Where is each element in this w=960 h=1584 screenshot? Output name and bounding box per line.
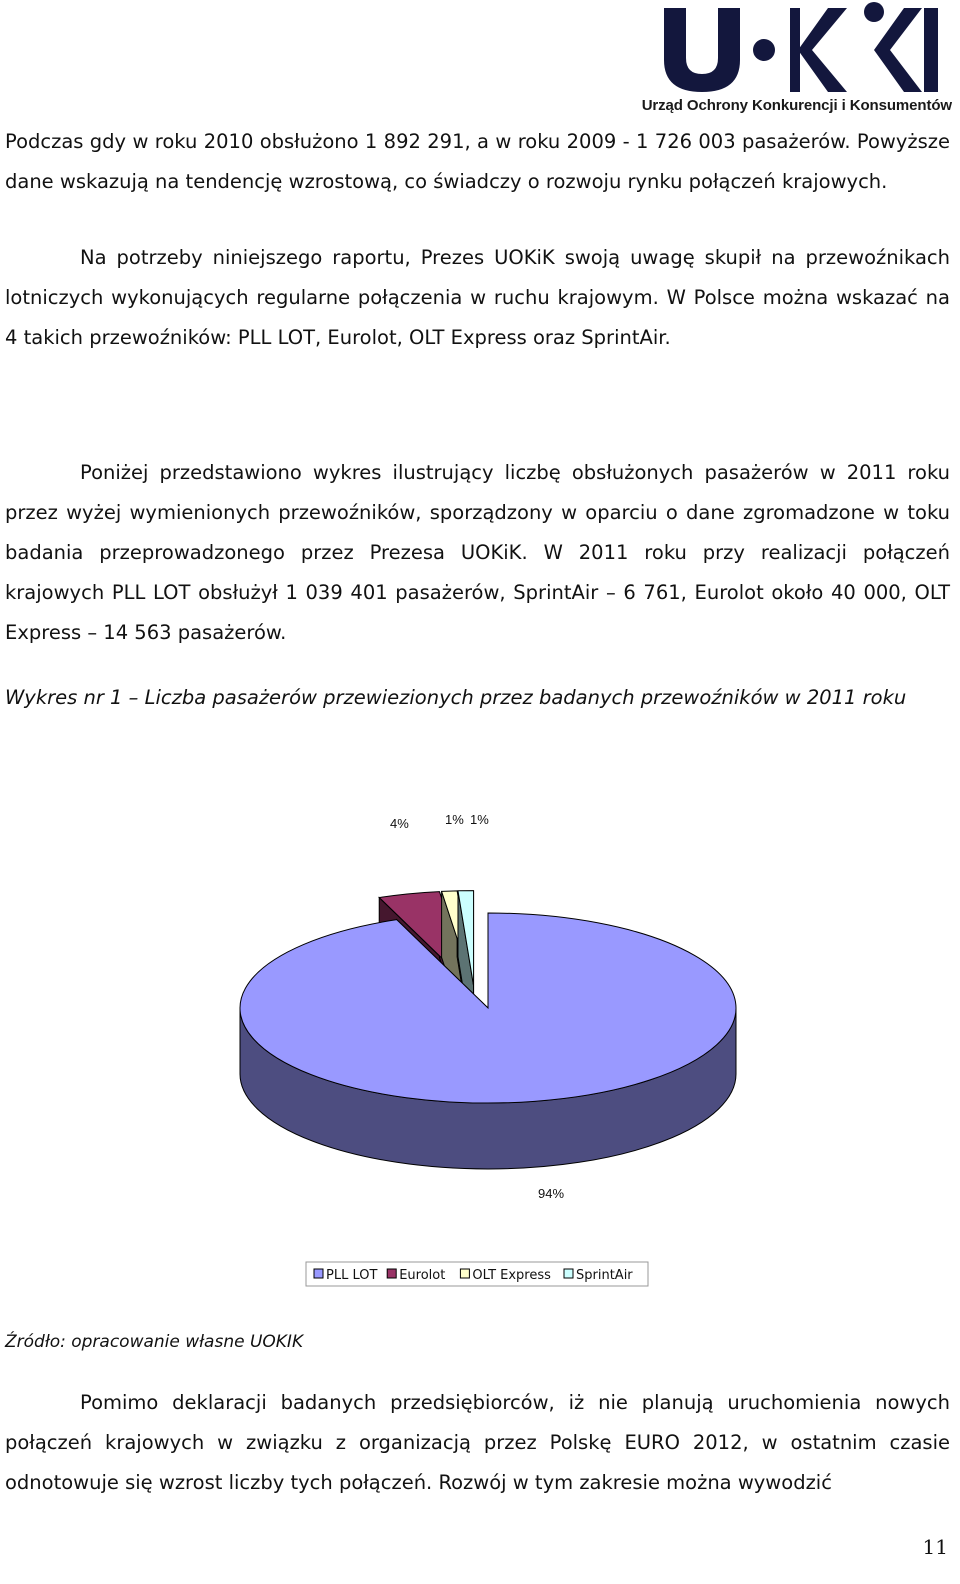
logo-k2-stem: [924, 8, 938, 92]
pie-slice-pll-lot: [240, 913, 736, 1169]
pie-chart: [200, 780, 800, 1300]
paragraph-2: Na potrzeby niniejszego raportu, Prezes UOKiK swoją uwagę skupił na przewoźnikach lotniczych wykonujących regularne połączenia w ruchu krajowym. W Polsce można wskazać na 4 takich przewoźników: PLL LOT, Eurolot, OLT Express oraz SprintAir.: [5, 246, 950, 349]
logo-subtitle: Urząd Ochrony Konkurencji i Konsumentów: [641, 97, 952, 114]
data-label-eurolot: 4%: [390, 816, 409, 831]
logo-dot-2: [864, 2, 884, 22]
svg-text:SprintAir: SprintAir: [576, 1268, 633, 1283]
svg-text:OLT Express: OLT Express: [472, 1268, 551, 1283]
data-label-pll-lot: 94%: [538, 1186, 565, 1201]
paragraph-3: Poniżej przedstawiono wykres ilustrujący liczbę obsłużonych pasażerów w 2011 roku przez wyżej wymienionych przewoźników, sporządzony w oparciu o dane zgromadzone w toku badania przeprowadzonego przez Prezesa UOKiK. W 2011 roku przy realizacji połączeń krajowych PLL LOT obsłużył 1 039 401 pasażerów, SprintAir – 6 761, Eurolot około 40 000, OLT Express – 14 563 pasażerów.: [5, 461, 950, 644]
logo-dot: [753, 39, 775, 61]
svg-text:Eurolot: Eurolot: [399, 1268, 446, 1283]
paragraph-4: Pomimo deklaracji badanych przedsiębiorców, iż nie planują uruchomienia nowych połączeń krajowych w związku z organizacją przez Polskę EURO 2012, w ostatnim czasie odnotowuje się wzrost liczby tych połączeń. Rozwój w tym zakresie można wywodzić: [5, 1391, 950, 1494]
logo-letter-u: [664, 8, 740, 92]
source-note: Źródło: opracowanie własne UOKIK: [5, 1332, 304, 1352]
legend-item-olt-express: [460, 1268, 551, 1283]
logo-k-arms: [798, 8, 847, 92]
paragraph-1: Podczas gdy w roku 2010 obsłużono 1 892 291, a w roku 2009 - 1 726 003 pasażerów. Powyższe dane wskazują na tendencję wzrostową, co świadczy o rozwoju rynku połączeń krajowych.: [5, 130, 950, 193]
data-label-sprintair: 1%: [470, 812, 489, 827]
data-label-olt-express: 1%: [445, 812, 464, 827]
logo-k2-arms: [874, 8, 922, 92]
chart-caption: Wykres nr 1 – Liczba pasażerów przewiezionych przez badanych przewoźników w 2011 roku: [5, 686, 907, 709]
svg-text:PLL LOT: PLL LOT: [326, 1268, 378, 1283]
page-number: 11: [922, 1535, 948, 1559]
chart-legend: [306, 1262, 648, 1286]
